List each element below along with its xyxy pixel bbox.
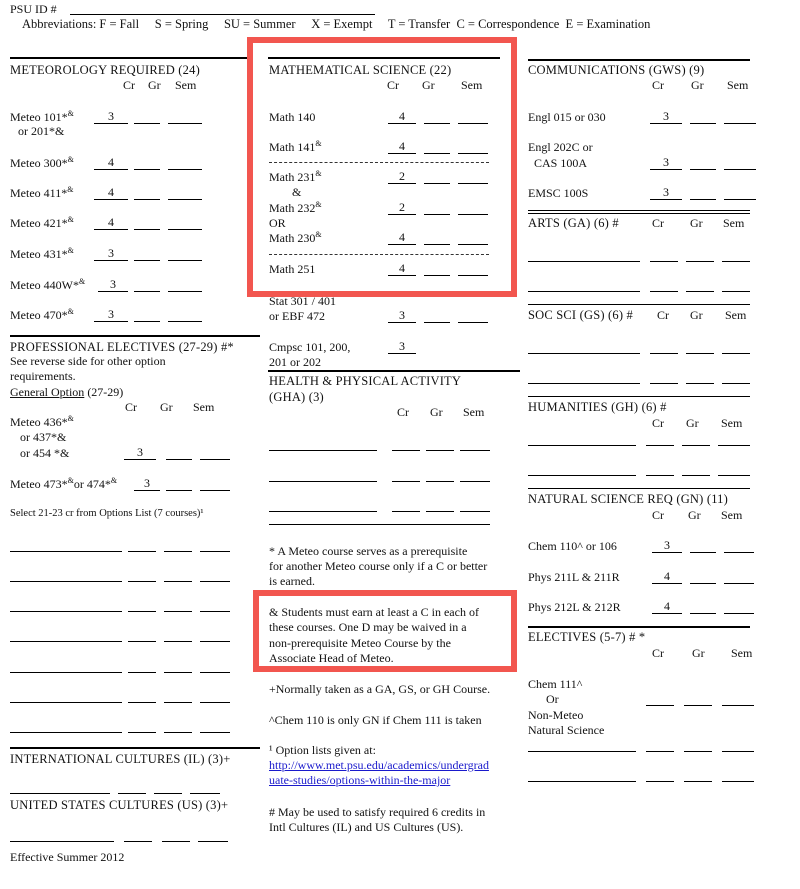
note-hash-2: Intl Cultures (IL) and US Cultures (US). [269, 820, 464, 834]
math-highlight-box [247, 37, 517, 297]
soc-gr: Gr [690, 308, 703, 322]
hpa-cr: Cr [397, 405, 409, 419]
engl-202-cr: 3 [650, 156, 682, 170]
options-link-1[interactable]: http://www.met.psu.edu/academics/undergrad [269, 758, 489, 772]
note-caret: ^Chem 110 is only GN if Chem 111 is taken [269, 713, 482, 727]
math-141: Math 141& [269, 139, 322, 154]
arts-sem: Sem [723, 216, 745, 230]
hpa-title: HEALTH & PHYSICAL ACTIVITY [269, 374, 462, 388]
meteo-431: Meteo 431*& [10, 246, 74, 261]
note-options: ¹ Option lists given at: [269, 743, 376, 757]
hpa-sem: Sem [463, 405, 485, 419]
cr-header: Cr [123, 78, 135, 92]
options-link-2[interactable]: uate-studies/options-within-the-major [269, 773, 451, 787]
math-or: OR [269, 216, 286, 230]
note-amp-1: & Students must earn at least a C in each of [269, 605, 479, 619]
engl-202c: Engl 202C or [528, 140, 593, 154]
natural-science: Natural Science [528, 723, 605, 737]
note-hash-1: # May be used to satisfy required 6 credits in [269, 805, 486, 819]
math-232-cr: 2 [388, 201, 416, 215]
ebf-472: or EBF 472 [269, 309, 326, 323]
math-251: Math 251 [269, 262, 316, 276]
math-251-cr: 4 [388, 262, 416, 276]
chem-110: Chem 110^ or 106 [528, 539, 617, 553]
hpa-title2: (GHA) (3) [269, 390, 324, 404]
meteo-470-cr: 3 [94, 308, 128, 322]
phys-211-cr: 4 [652, 570, 682, 584]
meteo-title: METEOROLOGY REQUIRED (24) [10, 63, 200, 77]
math-230: Math 230& [269, 230, 322, 245]
math-141-cr: 4 [388, 140, 416, 154]
emsc-cr: 3 [650, 186, 682, 200]
note-amp-3: non-prerequisite Meteo Course by the [269, 636, 451, 650]
gr-header: Gr [148, 78, 161, 92]
nat-sem: Sem [721, 508, 743, 522]
nat-gr: Gr [688, 508, 701, 522]
elect-gr: Gr [692, 646, 705, 660]
math-amp: & [292, 185, 302, 199]
math-140-cr: 4 [388, 110, 416, 124]
math-231-cr: 2 [388, 170, 416, 184]
non-meteo: Non-Meteo [528, 708, 584, 722]
math-cr: Cr [387, 78, 399, 92]
comm-title: COMMUNICATIONS (GWS) (9) [528, 63, 705, 77]
phys-212: Phys 212L & 212R [528, 600, 621, 614]
cmpsc-cr: 3 [388, 340, 416, 354]
meteo-473: Meteo 473*&or 474*& [10, 476, 118, 491]
meteo-201: or 201*& [18, 124, 65, 138]
elect-title: ELECTIVES (5-7) # * [528, 630, 646, 644]
chem-111: Chem 111^ [528, 677, 583, 691]
prof-cr: Cr [125, 400, 137, 414]
note-star-1: * A Meteo course serves as a prerequisite [269, 544, 468, 558]
select-options: Select 21-23 cr from Options List (7 courses)¹ [10, 508, 204, 519]
note-star-3: is earned. [269, 574, 315, 588]
arts-gr: Gr [690, 216, 703, 230]
math-140: Math 140 [269, 110, 316, 124]
meteo-411-cr: 4 [94, 186, 128, 200]
meteo-470: Meteo 470*& [10, 307, 74, 322]
note-amp-2: these courses. One D may be waived in a [269, 620, 467, 634]
psu-id-line [70, 14, 375, 15]
prof-line1: See reverse side for other option [10, 354, 166, 368]
general-option: General Option (27-29) [10, 385, 124, 399]
comm-gr: Gr [691, 78, 704, 92]
meteo-411: Meteo 411*& [10, 185, 74, 200]
engl-015: Engl 015 or 030 [528, 110, 606, 124]
note-highlight-box [253, 590, 517, 672]
prof-gr: Gr [160, 400, 173, 414]
meteo-440w-cr: 3 [98, 278, 128, 292]
comm-cr: Cr [652, 78, 664, 92]
us-title: UNITED STATES CULTURES (US) (3)+ [10, 798, 229, 812]
meteo-436: Meteo 436*& [10, 414, 74, 429]
math-title: MATHEMATICAL SCIENCE (22) [269, 63, 452, 77]
meteo-421-cr: 4 [94, 216, 128, 230]
meteo-101-cr: 3 [94, 110, 128, 124]
soc-sem: Sem [725, 308, 747, 322]
hpa-gr: Gr [430, 405, 443, 419]
chem-cr: 3 [652, 539, 682, 553]
engl-015-cr: 3 [650, 110, 682, 124]
math-232: Math 232& [269, 200, 322, 215]
elect-sem: Sem [731, 646, 753, 660]
meteo-473-cr: 3 [134, 477, 160, 491]
prof-title: PROFESSIONAL ELECTIVES (27-29) #* [10, 340, 234, 354]
arts-cr: Cr [652, 216, 664, 230]
meteo-101: Meteo 101*& [10, 109, 74, 124]
psu-id-label: PSU ID # [10, 2, 57, 16]
math-gr: Gr [422, 78, 435, 92]
comm-sem: Sem [727, 78, 749, 92]
soc-title: SOC SCI (GS) (6) # [528, 308, 633, 322]
prof-sem: Sem [193, 400, 215, 414]
stat-cr: 3 [388, 309, 416, 323]
meteo-300-cr: 4 [94, 156, 128, 170]
math-231: Math 231& [269, 169, 322, 184]
meteo-437: or 437*& [20, 430, 67, 444]
cmpsc: Cmpsc 101, 200, [269, 340, 351, 354]
abbreviations: Abbreviations: F = Fall S = Spring SU = Summer X = Exempt T = Transfer C = Correspondence E = Examination [22, 17, 651, 31]
phys-212-cr: 4 [652, 600, 682, 614]
cmpsc2: 201 or 202 [269, 355, 321, 369]
hum-cr: Cr [652, 416, 664, 430]
sem-header: Sem [175, 78, 197, 92]
meteo-436-cr: 3 [124, 446, 156, 460]
cas-100a: CAS 100A [534, 156, 588, 170]
nat-cr: Cr [652, 508, 664, 522]
meteo-300: Meteo 300*& [10, 155, 74, 170]
hum-sem: Sem [721, 416, 743, 430]
elect-cr: Cr [652, 646, 664, 660]
effective-date: Effective Summer 2012 [10, 850, 125, 864]
meteo-454: or 454 *& [20, 446, 70, 460]
intl-title: INTERNATIONAL CULTURES (IL) (3)+ [10, 752, 231, 766]
stat-301: Stat 301 / 401 [269, 294, 337, 308]
note-star-2: for another Meteo course only if a C or better [269, 559, 488, 573]
prof-line2: requirements. [10, 369, 76, 383]
math-230-cr: 4 [388, 231, 416, 245]
emsc-100s: EMSC 100S [528, 186, 589, 200]
meteo-421: Meteo 421*& [10, 215, 74, 230]
meteo-440w: Meteo 440W*& [10, 277, 86, 292]
hum-gr: Gr [686, 416, 699, 430]
arts-title: ARTS (GA) (6) # [528, 216, 619, 230]
math-sem: Sem [461, 78, 483, 92]
elect-or: Or [546, 692, 559, 706]
note-amp-4: Associate Head of Meteo. [269, 651, 394, 665]
phys-211: Phys 211L & 211R [528, 570, 620, 584]
nat-title: NATURAL SCIENCE REQ (GN) (11) [528, 492, 728, 506]
meteo-431-cr: 3 [94, 247, 128, 261]
soc-cr: Cr [657, 308, 669, 322]
note-plus: +Normally taken as a GA, GS, or GH Course. [269, 682, 491, 696]
hum-title: HUMANITIES (GH) (6) # [528, 400, 667, 414]
